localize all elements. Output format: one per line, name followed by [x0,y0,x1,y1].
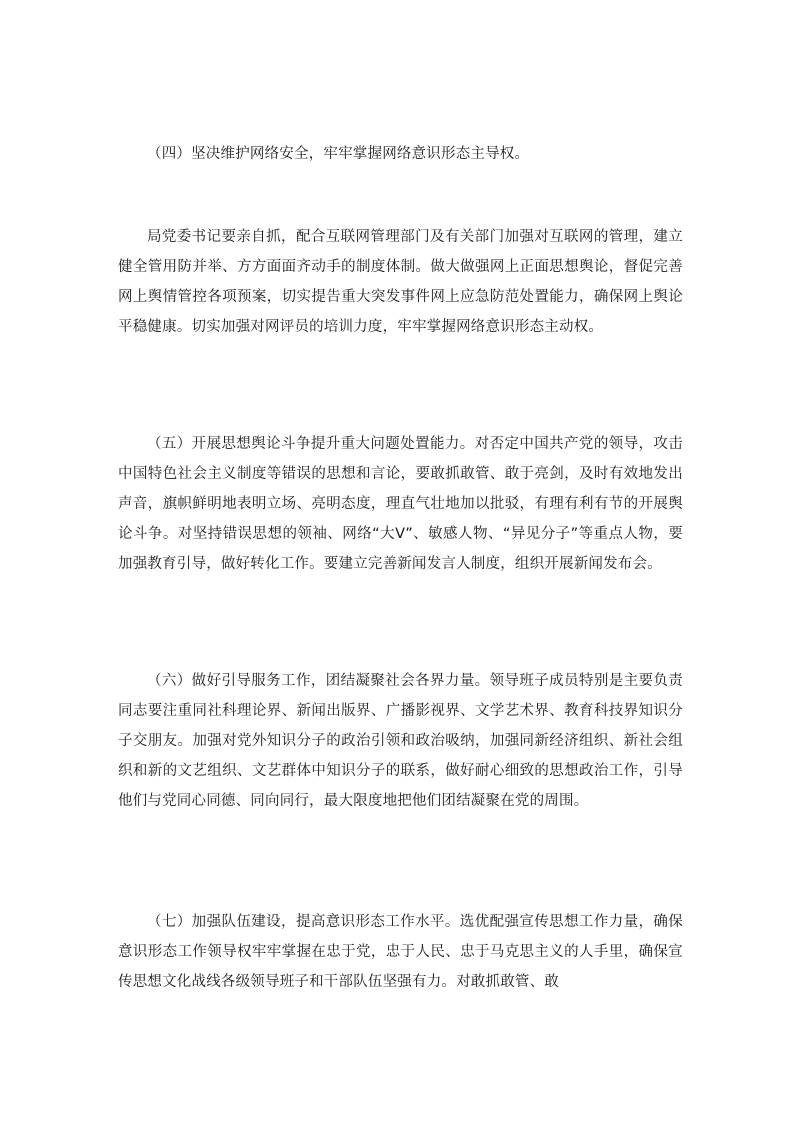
paragraph-section-5: （五）开展思想舆论斗争提升重大问题处置能力。对否定中国共产党的领导，攻击中国特色社会主义制度等错误的思想和言论，要敢抓敢管、敢于亮剑，及时有效地发出声音，旗帜鲜明地表明立场、亮明态度，理直气壮地加以批驳，有理有利有节的开展舆论斗争。对坚持错误思想的领袖、网络“大V”、敏感人物、“异见分子”等重点人物，要加强教育引导，做好转化工作。要建立完善新闻发言人制度，组织开展新闻发布会。 [118,436,683,572]
paragraph-section-6: （六）做好引导服务工作，团结凝聚社会各界力量。领导班子成员特别是主要负责同志要注重同社科理论界、新闻出版界、广播影视界、文学艺术界、教育科技界知识分子交朋友。加强对党外知识分子的政治引领和政治吸纳，加强同新经济组织、新社会组织和新的文艺组织、文艺群体中知识分子的联系，做好耐心细致的思想政治工作，引导他们与党同心同德、同向同行，最大限度地把他们团结凝聚在党的周围。 [118,673,683,809]
paragraph-section-7: （七）加强队伍建设，提高意识形态工作水平。选优配强宣传思想工作力量，确保意识形态工作领导权牢牢掌握在忠于党，忠于人民、忠于马克思主义的人手里，确保宣传思想文化战线各级领导班子和干部队伍坚强有力。对敢抓敢管、敢 [118,914,683,990]
paragraph-network-security: 局党委书记要亲自抓，配合互联网管理部门及有关部门加强对互联网的管理，建立健全管用防并举、方方面面齐动手的制度体制。做大做强网上正面思想舆论，督促完善网上舆情管控各项预案，切实提告重大突发事件网上应急防范处置能力，确保网上舆论平稳健康。切实加强对网评员的培训力度，牢牢掌握网络意识形态主动权。 [118,229,683,335]
paragraph-section-4-heading: （四）坚决维护网络安全，牢牢掌握网络意识形态主导权。 [147,146,530,162]
